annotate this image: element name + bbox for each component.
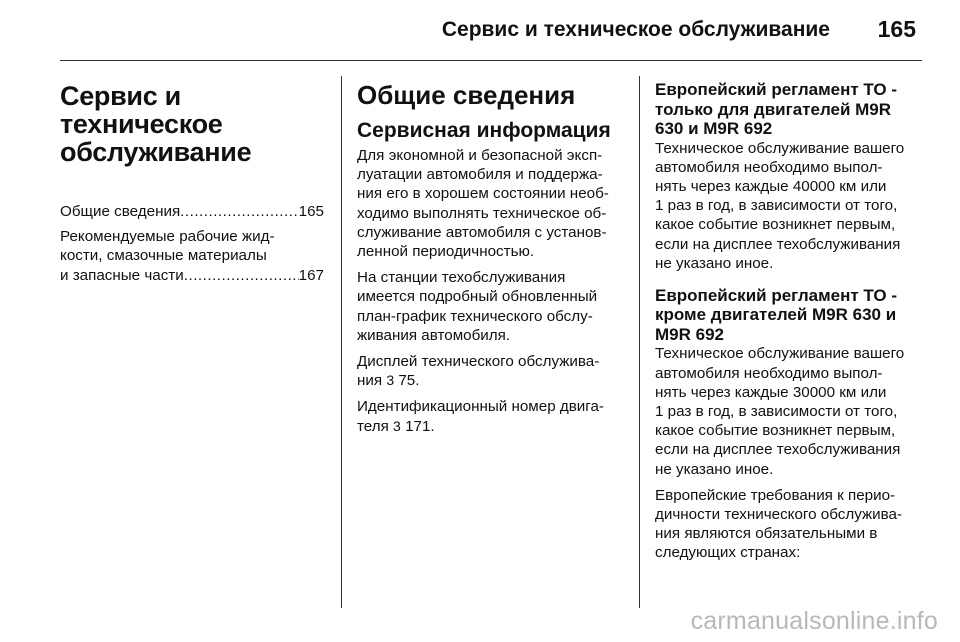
reference-arrow-icon: 3 — [393, 417, 401, 434]
toc-page-number[interactable]: 167 — [298, 266, 324, 284]
text-line: M9R 692 — [655, 324, 724, 344]
toc-leader-dots — [184, 266, 299, 285]
text-line: ния — [357, 372, 387, 390]
chapter-title-line: техническое — [60, 109, 223, 139]
section-title: Общие сведения — [357, 80, 576, 110]
text-line: ния являются обязательными в — [655, 525, 878, 543]
text-line: ленной периодичностью. — [357, 243, 535, 261]
text-line: Европейский регламент ТО - — [655, 285, 897, 305]
reference-page[interactable]: 75. — [394, 372, 420, 390]
subsection-title: Сервисная информация — [357, 119, 611, 142]
page-number: 165 — [877, 16, 916, 42]
toc-entry-label[interactable]: кости, смазочные материалы — [60, 247, 267, 265]
column-divider — [639, 76, 640, 608]
text-line: 1 раз в год, в зависимости от того, — [655, 403, 898, 421]
text-line: следующих странах: — [655, 544, 801, 562]
text-line: не указано иное. — [655, 460, 774, 478]
column-toc — [60, 80, 324, 291]
text-line: живания автомобиля. — [357, 326, 511, 344]
text-line: служивание автомобиля с установ- — [357, 223, 607, 241]
paragraph — [357, 352, 623, 390]
text-line: кроме двигателей M9R 630 и — [655, 305, 897, 325]
chapter-title-line: обслуживание — [60, 137, 252, 167]
toc-entry-label[interactable]: Рекомендуемые рабочие жид- — [60, 228, 275, 246]
text-line: какое событие возникнет первым, — [655, 216, 896, 234]
watermark: carmanualsonline.info — [690, 607, 938, 635]
text-line: дичности технического обслужива- — [655, 506, 903, 524]
text-line: Европейский регламент ТО - — [655, 80, 897, 99]
text-line: не указано иное. — [655, 254, 774, 272]
regulation-block — [655, 80, 923, 273]
text-line: если на дисплее техобслуживания — [655, 441, 901, 459]
text-line: какое событие возникнет первым, — [655, 422, 896, 440]
regulation-block — [655, 286, 923, 563]
regulation-title — [655, 286, 923, 345]
text-line: ходимо выполнять техническое об- — [357, 204, 607, 222]
reference-arrow-icon: 3 — [386, 372, 395, 389]
text-line: Техническое обслуживание вашего — [655, 139, 905, 157]
regulation-body — [655, 344, 923, 478]
text-line: 630 и M9R 692 — [655, 119, 773, 138]
text-line: только для двигателей M9R — [655, 99, 892, 119]
text-line: автомобиля необходимо выпол- — [655, 158, 883, 176]
text-line: если на дисплее техобслуживания — [655, 235, 901, 253]
toc-entry-label[interactable]: и запасные части — [60, 266, 184, 284]
toc-entry-fluids[interactable] — [60, 227, 324, 285]
toc-entry-label[interactable]: Общие сведения — [60, 203, 181, 220]
text-line: луатации автомобиля и поддержа- — [357, 166, 603, 184]
text-line: Идентификационный номер двига- — [357, 398, 604, 416]
regulation-title — [655, 80, 923, 139]
column-general — [357, 80, 623, 443]
text-line: теля — [357, 417, 394, 435]
text-line: 1 раз в год, в зависимости от того, — [655, 197, 898, 215]
toc-entry-general[interactable] — [60, 202, 324, 221]
text-line: Техническое обслуживание вашего — [655, 345, 905, 363]
text-line: автомобиля необходимо выпол- — [655, 364, 883, 382]
column-divider — [341, 76, 342, 608]
column-maintenance — [655, 80, 923, 576]
chapter-title — [60, 82, 324, 166]
paragraph — [357, 146, 623, 261]
text-line: Дисплей технического обслужива- — [357, 353, 600, 371]
reference-page[interactable]: 171. — [400, 417, 435, 435]
paragraph — [357, 268, 623, 345]
cross-reference[interactable] — [357, 371, 623, 390]
cross-reference[interactable] — [357, 417, 623, 436]
text-line: ния его в хорошем состоянии необ- — [357, 185, 609, 203]
text-line: Европейские требования к перио- — [655, 486, 896, 504]
text-line: На станции техобслуживания — [357, 269, 566, 287]
regulation-body — [655, 139, 923, 273]
text-line: план-график технического обслу- — [357, 307, 593, 325]
text-line: нять через каждые 40000 км или — [655, 177, 887, 195]
header-rule — [60, 60, 922, 61]
chapter-title-line: Сервис и — [60, 81, 181, 111]
toc-page-number[interactable]: 165 — [298, 203, 324, 220]
text-line: имеется подробный обновленный — [357, 288, 598, 306]
text-line: нять через каждые 30000 км или — [655, 383, 887, 401]
text-line: Для экономной и безопасной эксп- — [357, 147, 603, 164]
paragraph — [655, 486, 923, 563]
paragraph — [357, 397, 623, 435]
header-title: Сервис и техническое обслуживание — [441, 18, 830, 41]
toc-leader-dots — [180, 202, 298, 221]
